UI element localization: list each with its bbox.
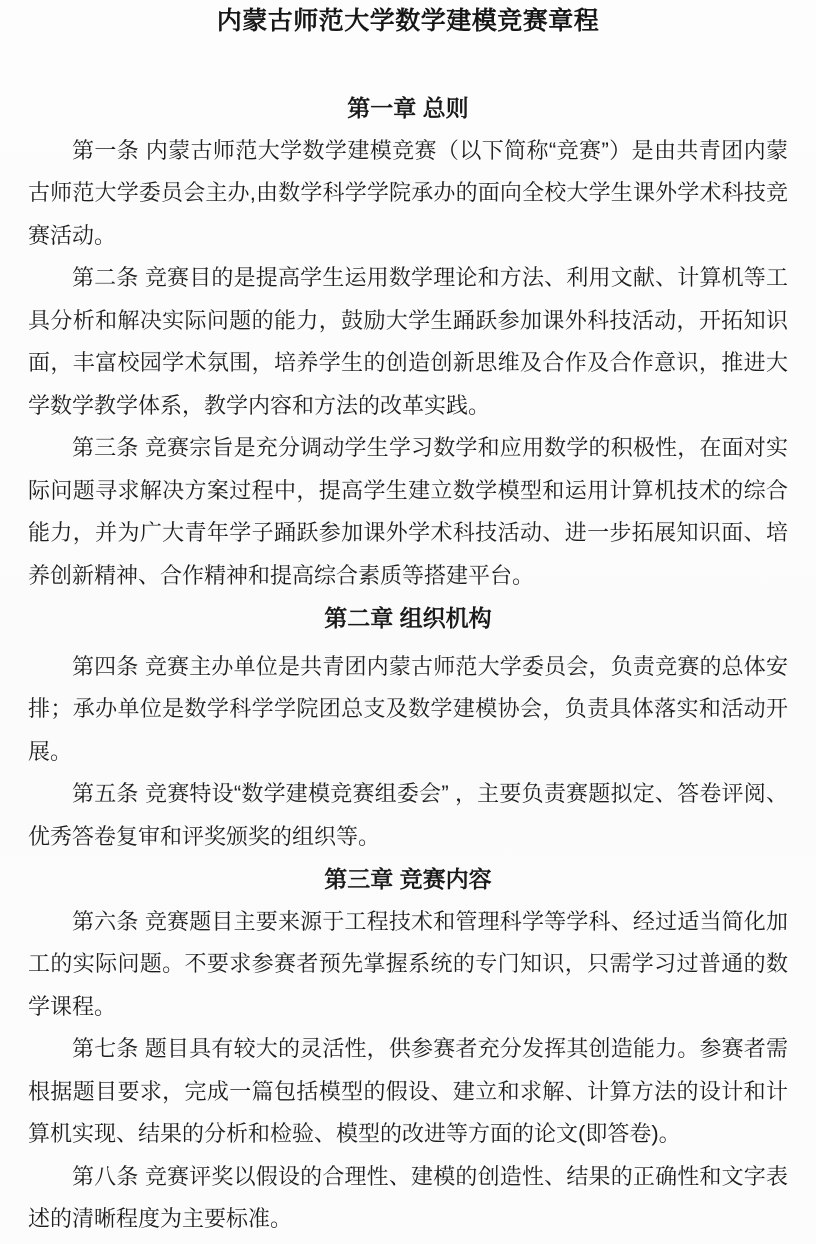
chapter-3-heading: 第三章 竞赛内容 — [324, 866, 492, 892]
article-3-paragraph: 第三条 竞赛宗旨是充分调动学生学习数学和应用数学的积极性，在面对实际问题寻求解决方案过程中，提高学生建立数学模型和运用计算机技术的综合能力，并为广大青年学子踊跃参加课外学术科技活动、进一步拓展知识面、培养创新精神、合作精神和提高综合素质等搭建平台。 — [28, 435, 788, 588]
article-1-paragraph: 第一条 内蒙古师范大学数学建模竞赛（以下简称“竞赛”）是由共青团内蒙古师范大学委员会主办,由数学科学学院承办的面向全校大学生课外学术科技竞赛活动。 — [28, 137, 788, 248]
article-6-paragraph: 第六条 竞赛题目主要来源于工程技术和管理科学等学科、经过适当简化加工的实际问题。不要求参赛者预先掌握系统的专门知识，只需学习过普通的数学课程。 — [28, 908, 788, 1019]
article-7-paragraph: 第七条 题目具有较大的灵活性，供参赛者充分发挥其创造能力。参赛者需根据题目要求，完成一篇包括模型的假设、建立和求解、计算方法的设计和计算机实现、结果的分析和检验、模型的改进等方面的论文(即答卷)。 — [28, 1036, 788, 1146]
chapter-2-heading: 第二章 组织机构 — [324, 605, 492, 631]
article-5-paragraph: 第五条 竞赛特设“数学建模竞赛组委会” ，主要负责赛题拟定、答卷评阅、优秀答卷复审和评奖颁奖的组织等。 — [28, 781, 788, 849]
chapter-1-heading: 第一章 总则 — [347, 95, 469, 121]
chapter-1 — [28, 87, 788, 597]
document-title: 内蒙古师范大学数学建模竞赛章程 — [216, 7, 600, 35]
article-8-paragraph: 第八条 竞赛评奖以假设的合理性、建模的创造性、结果的正确性和文字表述的清晰程度为主要标准。 — [28, 1163, 788, 1231]
chapter-2 — [28, 597, 788, 858]
article-2-paragraph: 第二条 竞赛目的是提高学生运用数学理论和方法、利用文献、计算机等工具分析和解决实际问题的能力，鼓励大学生踊跃参加课外科技活动，开拓知识面，丰富校园学术氛围，培养学生的创造创新思维及合作及合作意识，推进大学数学教学体系，教学内容和方法的改革实践。 — [28, 265, 788, 418]
chapter-3 — [28, 858, 788, 1241]
article-4-paragraph: 第四条 竞赛主办单位是共青团内蒙古师范大学委员会，负责竞赛的总体安排；承办单位是数学科学学院团总支及数学建模协会，负责具体落实和活动开展。 — [28, 653, 788, 764]
